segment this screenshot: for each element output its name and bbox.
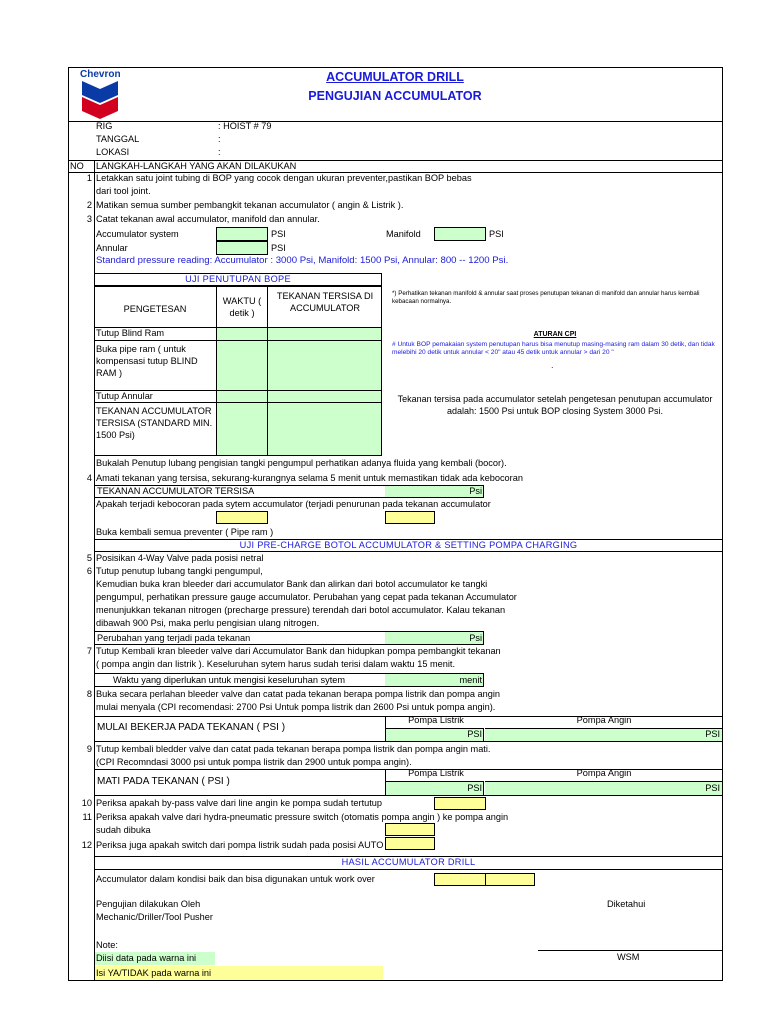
precharge-title-bar (94, 539, 723, 552)
bope-row-tekanan-tersisa: TEKANAN ACCUMULATOR TERSISA (STANDARD MIN. 1500 Psi) (96, 406, 213, 440)
step-3-text: Catat tekanan awal accumulator, manifold dan annular. (96, 214, 320, 224)
step-5-text: Posisikan 4-Way Valve pada posisi netral (96, 553, 264, 563)
step-8-line2: mulai menyala (CPI recomendasi: 2700 Psi Untuk pompa listrik dan 2600 Psi untuk pompa angin). (96, 702, 496, 712)
manifold-input[interactable] (434, 227, 486, 241)
rig-value: : HOIST # 79 (218, 121, 272, 131)
step-1-line1: Letakkan satu joint tubing di BOP yang cocok dengan ukuran preventer,pastikan BOP bebas (96, 173, 472, 183)
hasil-title: HASIL ACCUMULATOR DRILL (341, 857, 476, 867)
step-3-num: 3 (86, 214, 92, 224)
title-accumulator-drill: ACCUMULATOR DRILL (326, 70, 464, 84)
step-6-line2: Kemudian buka kran bleeder dari accumulator Bank dan alirkan dari botol accumulator ke tangki (96, 579, 488, 589)
acc-system-unit: PSI (271, 229, 286, 239)
tekanan-tersisa-unit: Psi (469, 486, 482, 496)
tersisa-waktu-input[interactable] (217, 403, 267, 455)
kondisi-text: Accumulator dalam kondisi baik dan bisa digunakan untuk work over (96, 874, 375, 884)
step-10-num: 10 (81, 798, 92, 808)
amati-text: Amati tekanan yang tersisa, sekurang-kurangnya selama 5 menit untuk memastikan tidak ada kebocoran (96, 473, 523, 483)
note-green-legend (95, 952, 215, 965)
bope-col-pengetesan: PENGETESAN (123, 304, 187, 314)
step-2-num: 2 (86, 200, 92, 210)
tanggal-label: TANGGAL (96, 134, 140, 144)
title-pengujian: PENGUJIAN ACCUMULATOR (308, 89, 482, 103)
note-yellow-legend (95, 966, 383, 980)
annular-input[interactable] (216, 241, 268, 255)
dilakukan-oleh-text: Pengujian dilakukan Oleh (96, 899, 201, 909)
step-10-ya-input[interactable] (434, 797, 486, 810)
step-5-num: 5 (86, 553, 92, 563)
step-8-line1: Buka secara perlahan bleeder valve dan catat pada tekanan berapa pompa listrik dan pompa angin (96, 689, 501, 699)
step-11-ya-input[interactable] (385, 823, 435, 836)
manifold-unit: PSI (489, 229, 504, 239)
acc-system-input[interactable] (216, 227, 268, 241)
step-7-line2: ( pompa angin dan listrik ). Keseluruhan sytem harus sudah terisi dalam waktu 15 menit. (96, 659, 455, 669)
tekanan-tersisa-note: Tekanan tersisa pada accumulator setelah pengetesan penutupan accumulator adalah: 1500 Psi untuk BOP closing System 3000 Psi. (397, 394, 713, 416)
bope-title-bar (94, 273, 382, 286)
tanggal-value: : (218, 134, 221, 144)
step-11-line1: Periksa apakah valve dari hydra-pneumatic pressure switch (otomatis pompa angin ) ke pompa angin (96, 812, 509, 822)
step-6-line1: Tutup penutup lubang tangki pengumpul, (96, 566, 263, 576)
chevron-logo (78, 69, 134, 121)
step-4-num: 4 (86, 473, 92, 483)
step-9-line2: (CPI Recomndasi 3000 psi untuk pompa listrik dan 2900 untuk pompa angin). (96, 757, 412, 767)
mati-angin-unit: PSI (705, 783, 720, 793)
note-green-text: Diisi data pada warna ini (96, 953, 197, 963)
tekanan-tersisa-label: TEKANAN ACCUMULATOR TERSISA (97, 486, 255, 496)
mati-pompa-listrik-header: Pompa Listrik (408, 768, 464, 778)
waktu-diperlukan-label: Waktu yang diperlukan untuk mengisi keseluruhan sytem (113, 675, 346, 685)
mulai-angin-unit: PSI (705, 729, 720, 739)
step-12-text: Periksa juga apakah switch dari pompa listrik sudah pada posisi AUTO (96, 840, 384, 850)
step-2-text: Matikan semua sumber pembangkit tekanan accumulator ( angin & Listrik ). (96, 200, 404, 210)
aturan-cpi-text: # Untuk BOP pemakaian system penutupan harus bisa menutup masing-masing ram dalam 30 detik, dan tidak melebihi 20 detik untuk annular < 20" atau 45 detik untuk annular > dari 20 " (392, 341, 715, 356)
step-1-line2: dari tool joint. (96, 186, 151, 196)
annular-tekanan-input[interactable] (268, 391, 381, 402)
wsm-label: WSM (617, 952, 640, 962)
mati-label: MATI PADA TEKANAN ( PSI ) (97, 776, 230, 787)
step-9-num: 9 (86, 744, 92, 754)
waktu-unit: menit (459, 675, 482, 685)
step-6-line4: menunjukkan tekanan nitrogen (precharge pressure) terendah dari botol accumulator. Kalau tekanan (96, 605, 506, 615)
bope-col-waktu: WAKTU ( detik ) (222, 296, 262, 318)
step-10-text: Periksa apakah by-pass valve dari line angin ke pompa sudah tertutup (96, 798, 383, 808)
manifold-annular-note: *) Perhatikan tekanan manifold & annular saat proses penutupan tekanan di manifold dan annular harus kembali kebacaan normalnya. (392, 290, 700, 305)
chevron-shield-icon (82, 81, 118, 121)
step-11-num: 11 (82, 812, 92, 822)
step-12-num: 12 (81, 840, 92, 850)
mulai-label: MULAI BEKERJA PADA TEKANAN ( PSI ) (97, 722, 286, 733)
mulai-pompa-listrik-header: Pompa Listrik (408, 715, 464, 725)
lokasi-value: : (218, 147, 221, 157)
apakah-bocor-text: Apakah terjadi kebocoran pada sytem accumulator (terjadi penurunan pada tekanan accumulator (96, 499, 491, 509)
note-label: Note: (96, 940, 118, 950)
mulai-pompa-angin-header: Pompa Angin (576, 715, 632, 725)
bocor-tidak-input[interactable] (385, 511, 435, 524)
mati-pompa-angin-header: Pompa Angin (576, 768, 632, 778)
bope-row-annular: Tutup Annular (96, 391, 153, 401)
kondisi-ya-input[interactable] (434, 873, 486, 886)
step-6-line3: pengumpul, perhatikan pressure gauge accumulator. Perubahan yang cepat pada tekanan Accumulator (96, 592, 517, 602)
precharge-title: UJI PRE-CHARGE BOTOL ACCUMULATOR & SETTING POMPA CHARGING (239, 540, 578, 550)
step-12-ya-input[interactable] (385, 837, 435, 850)
lokasi-label: LOKASI (96, 147, 130, 157)
bope-title: UJI PENUTUPAN BOPE (185, 274, 291, 284)
bope-row-pipe-ram: Buka pipe ram ( untuk kompensasi tutup BLIND RAM ) (96, 344, 198, 378)
step-6-line5: dibawah 900 Psi, maka perlu pengisian ulang nitrogen. (96, 618, 320, 628)
blind-ram-waktu-input[interactable] (217, 328, 267, 340)
column-no: NO (70, 161, 84, 171)
annular-waktu-input[interactable] (217, 391, 267, 402)
manifold-label: Manifold (386, 229, 421, 239)
buka-kembali-text: Buka kembali semua preventer ( Pipe ram ) (96, 527, 274, 537)
step-11-line2: sudah dibuka (96, 825, 151, 835)
perubahan-unit: Psi (469, 633, 482, 643)
step-9-line1: Tutup kembali bledder valve dan catat pada tekanan berapa pompa listrik dan pompa angin mati. (96, 744, 491, 754)
hasil-title-bar (94, 856, 723, 870)
pipe-ram-tekanan-input[interactable] (268, 341, 381, 390)
pipe-ram-waktu-input[interactable] (217, 341, 267, 390)
rig-label: RIG (96, 121, 113, 131)
tersisa-tekanan-input[interactable] (268, 403, 381, 455)
step-1-num: 1 (86, 173, 92, 183)
buka-penutup-text: Bukalah Penutup lubang pengisian tangki pengumpul perhatikan adanya fluida yang kembali (bocor). (96, 458, 507, 468)
kondisi-tidak-input[interactable] (485, 873, 535, 886)
mati-listrik-unit: PSI (467, 783, 482, 793)
bope-row-blind-ram: Tutup Blind Ram (96, 328, 165, 338)
chevron-logo-text: Chevron (80, 69, 121, 80)
bocor-ya-input[interactable] (216, 511, 268, 524)
mechanic-text: Mechanic/Driller/Tool Pusher (96, 912, 213, 922)
step-7-num: 7 (86, 646, 92, 656)
aturan-cpi-dot: . (551, 360, 554, 370)
acc-system-label: Accumulator system (96, 229, 179, 239)
aturan-cpi-title: ATURAN CPI (533, 331, 577, 338)
bope-col-tekanan: TEKANAN TERSISA DI ACCUMULATOR (276, 291, 374, 313)
note-yellow-text: Isi YA/TIDAK pada warna ini (96, 968, 212, 978)
perubahan-label: Perubahan yang terjadi pada tekanan (97, 633, 251, 643)
column-steps: LANGKAH-LANGKAH YANG AKAN DILAKUKAN (96, 161, 297, 171)
annular-unit: PSI (271, 243, 286, 253)
step-7-line1: Tutup Kembali kran bleeder valve dari Accumulator Bank dan hidupkan pompa pembangkit tekanan (96, 646, 501, 656)
blind-ram-tekanan-input[interactable] (268, 328, 381, 340)
mulai-listrik-unit: PSI (467, 729, 482, 739)
step-8-num: 8 (86, 689, 92, 699)
standard-pressure-note: Standard pressure reading: Accumulator : 3000 Psi, Manifold: 1500 Psi, Annular: 800 -- 1200 Psi. (96, 255, 509, 266)
annular-label: Annular (96, 243, 128, 253)
step-6-num: 6 (86, 566, 92, 576)
diketahui-text: Diketahui (607, 899, 646, 909)
